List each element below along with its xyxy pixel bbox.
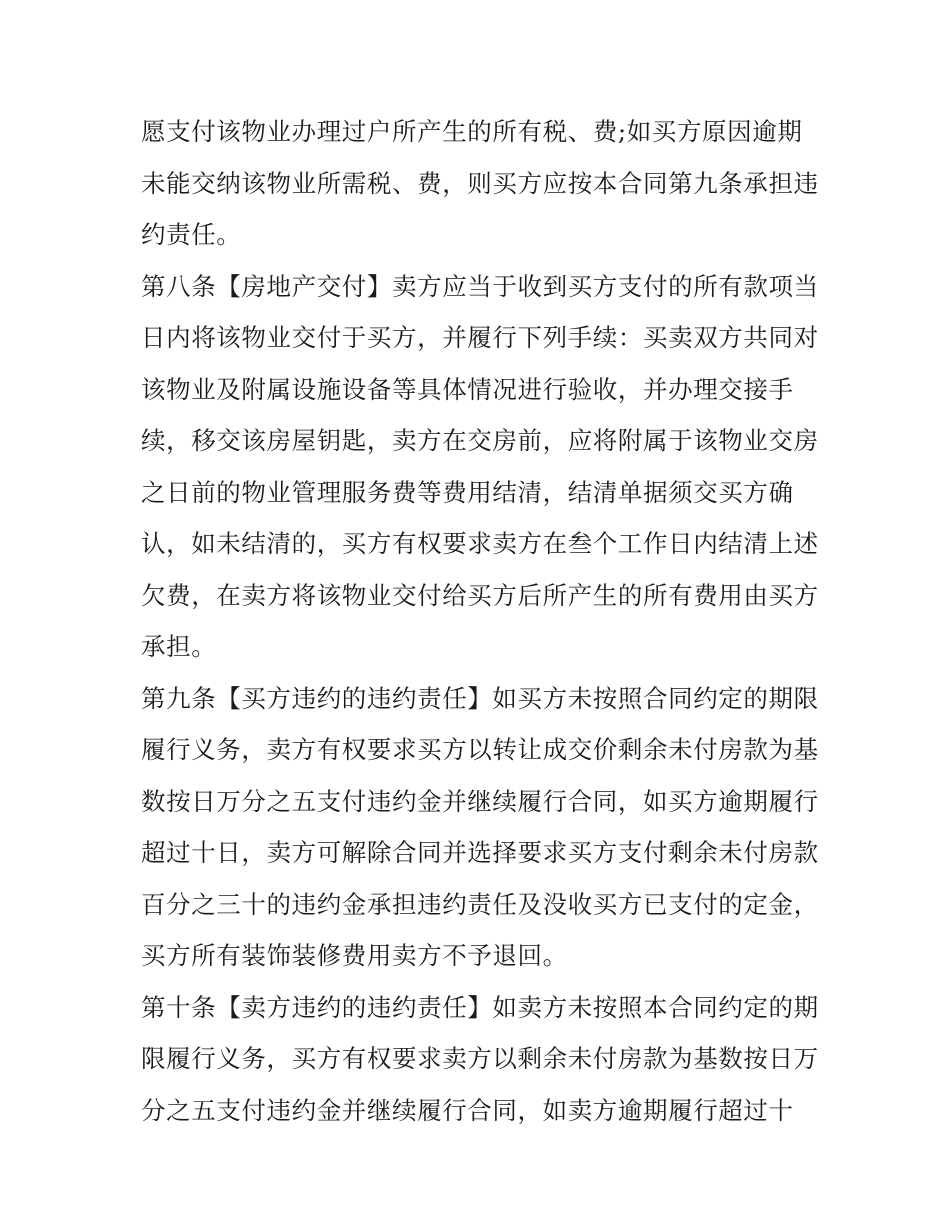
text-line: 日内将该物业交付于买方，并履行下列手续：买卖双方共同对 [141,323,819,352]
text-line: 续，移交该房屋钥匙，卖方在交房前，应将附属于该物业交房 [141,426,819,455]
document-body [141,106,821,1136]
article-10-heading-line: 第十条【卖方违约的违约责任】如卖方未按照本合同约定的期 [141,992,819,1022]
text-line: 百分之三十的违约金承担违约责任及没收买方已支付的定金， [141,889,819,919]
text-line: 限履行义务，买方有权要求卖方以剩余未付房款为基数按日万 [141,1044,819,1073]
text-line: 分之五支付违约金并继续履行合同，如卖方逾期履行超过十 [141,1095,794,1125]
article-9-heading-line: 第九条【买方违约的违约责任】如买方未按照合同约定的期限 [141,683,819,713]
text-line: 约责任。 [141,220,242,249]
text-line: 该物业及附属设施设备等具体情况进行验收，并办理交接手 [141,374,794,404]
text-line: 承担。 [141,632,217,661]
text-line: 认，如未结清的，买方有权要求卖方在叁个工作日内结清上述 [141,529,819,558]
text-line: 数按日万分之五支付违约金并继续履行合同，如买方逾期履行 [141,786,819,816]
text-line: 之日前的物业管理服务费等费用结清，结清单据须交买方确 [141,477,794,507]
text-line: 欠费，在卖方将该物业交付给买方后所产生的所有费用由买方 [141,580,819,610]
text-line: 超过十日，卖方可解除合同并选择要求买方支付剩余未付房款 [141,838,819,867]
text-line: 履行义务，卖方有权要求买方以转让成交价剩余未付房款为基 [141,735,819,764]
article-8-heading-line: 第八条【房地产交付】卖方应当于收到买方支付的所有款项当 [141,271,819,301]
text-line: 买方所有装饰装修费用卖方不予退回。 [141,941,568,970]
text-line: 未能交纳该物业所需税、费，则买方应按本合同第九条承担违 [141,168,819,198]
text-line: 愿支付该物业办理过户所产生的所有税、费;如买方原因逾期 [141,117,803,146]
